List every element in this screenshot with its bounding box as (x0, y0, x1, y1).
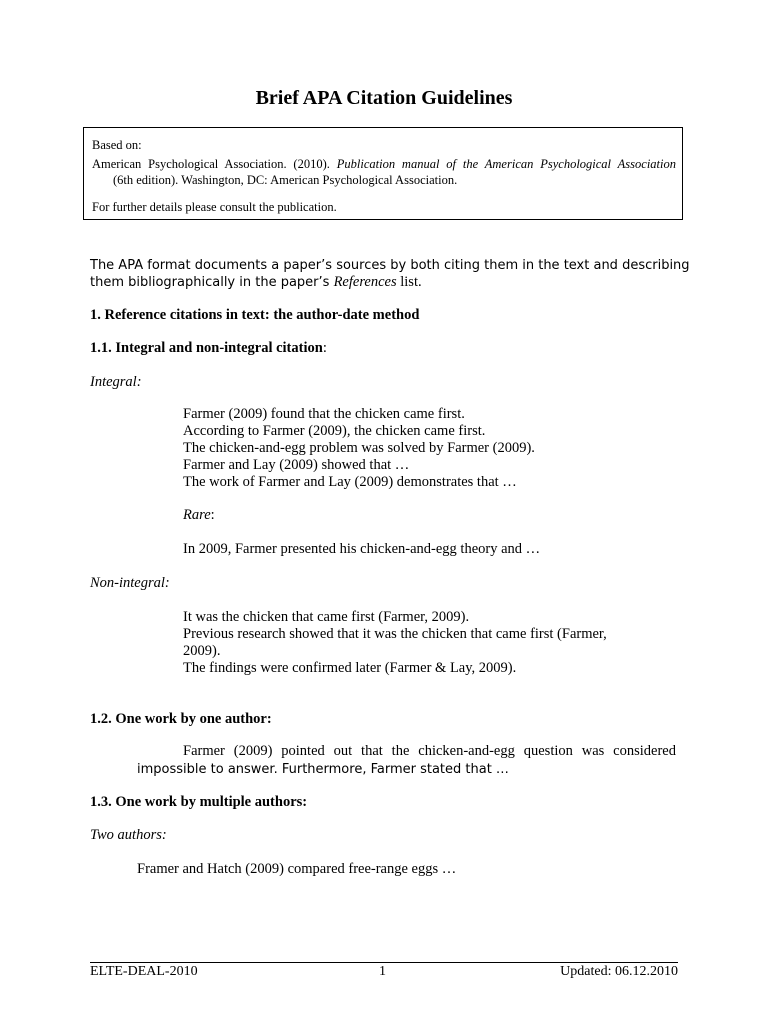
based-on-label: Based on: (92, 138, 142, 152)
section-1-2-heading: 1.2. One work by one author: (90, 711, 272, 727)
section-1-1-colon: : (322, 340, 327, 356)
intro-line-2-start: them bibliographically in the paper’s (90, 275, 334, 290)
section-1-3-heading: 1.3. One work by multiple authors: (90, 794, 308, 810)
non-integral-example: Previous research showed that it was the chicken that came first (Farmer, (183, 626, 607, 642)
section-1-1-heading-line (90, 340, 327, 357)
rare-colon: : (210, 507, 215, 523)
intro-line-1: The APA format documents a paper’s sources by both citing them in the text and describing (90, 258, 690, 273)
intro-references-term: References (333, 274, 397, 290)
footer-updated-date: Updated: 06.12.2010 (560, 964, 678, 979)
integral-example: The chicken-and-egg problem was solved by Farmer (2009). (183, 440, 535, 456)
two-authors-label: Two authors: (90, 827, 167, 843)
intro-line-2 (90, 274, 422, 291)
integral-example: According to Farmer (2009), the chicken came first. (183, 423, 486, 439)
integral-example: Farmer (2009) found that the chicken came first. (183, 406, 465, 422)
integral-label: Integral: (90, 374, 142, 390)
rare-example: In 2009, Farmer presented his chicken-and-egg theory and … (183, 541, 541, 557)
integral-example: The work of Farmer and Lay (2009) demonstrates that … (183, 474, 517, 490)
further-details-note: For further details please consult the publication. (92, 200, 337, 214)
rare-label-line (183, 507, 215, 524)
source-box (83, 127, 683, 220)
source-reference-title: Publication manual of the American Psychological Association (336, 157, 676, 171)
source-reference-line1 (92, 157, 676, 172)
two-authors-example: Framer and Hatch (2009) compared free-range eggs … (137, 861, 457, 877)
source-reference-line2: (6th edition). Washington, DC: American Psychological Association. (113, 173, 458, 187)
integral-example: Farmer and Lay (2009) showed that … (183, 457, 410, 473)
section-1-2-paragraph-line2: impossible to answer. Furthermore, Farmer stated that … (137, 762, 509, 777)
section-1-2-paragraph-line1: Farmer (2009) pointed out that the chicken-and-egg question was considered (183, 743, 676, 759)
source-reference-author: American Psychological Association. (2010). (92, 157, 330, 171)
non-integral-example: The findings were confirmed later (Farmer & Lay, 2009). (183, 660, 517, 676)
non-integral-example: It was the chicken that came first (Farmer, 2009). (183, 609, 470, 625)
page-number: 1 (379, 964, 386, 979)
footer-rule (90, 962, 678, 963)
footer-left: ELTE-DEAL-2010 (90, 964, 198, 979)
non-integral-label: Non-integral: (90, 575, 170, 591)
document-title: Brief APA Citation Guidelines (255, 87, 513, 109)
section-1-heading: 1. Reference citations in text: the author-date method (90, 307, 420, 323)
intro-line-2-end: list. (396, 274, 422, 290)
section-1-1-heading: 1.1. Integral and non-integral citation (90, 340, 323, 356)
rare-label: Rare (183, 507, 211, 523)
non-integral-example: 2009). (183, 643, 221, 659)
